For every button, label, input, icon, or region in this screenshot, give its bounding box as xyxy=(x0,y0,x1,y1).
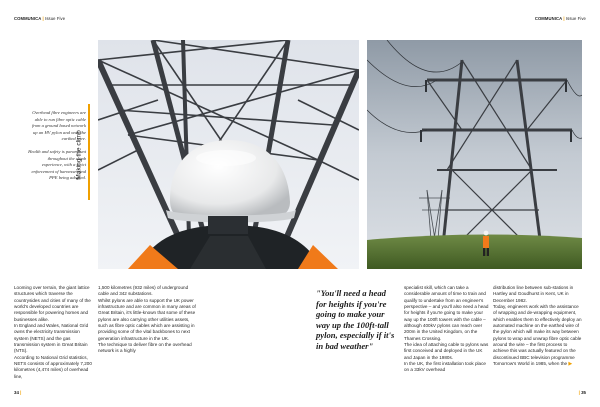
arrow-right-icon: ▶ xyxy=(568,361,573,368)
body-column-4: specialist skill, which can take a considerable amount of time to train and qualify to undertake from an engineer's perspective – and you'll also need a head for heights if you're going to make your way up the 100ft towers with the cable – although 400kV pylons can reach over 200m in the United Kingdom, on the Thames Crossing. The idea of attaching cable to pylons was first conceived and deployed in the UK and Japan in the 1980s. In the UK, the first installation took place on a 33kV overhead xyxy=(404,285,489,373)
body-column-5-text: distribution line between sub-stations in Hartley and Goudhurst in Kent, UK in December 1982. Today, engineers work with the assistance of wrapping and de-wrapping equipment, which enables them to effectively deploy an automated machine on the earthed wire of the pylon which will make its way between pylons to wrap and unwrap fibre optic cable around the wire – the first process to achieve this was actually featured on the discontinued BBC television programme Tomorrow's World in 1985, when the xyxy=(493,285,582,367)
running-header-right: COMMUNICA | Issue Five xyxy=(534,16,586,21)
pull-quote: "You'll need a head for heights if you're going to make your way up the 100ft-tall pylon, especially if it's in bad weather" xyxy=(316,288,395,351)
page-number-left: 34 | xyxy=(14,390,22,395)
caption-paragraph-1: Overhead fibre engineers are able to run fibre optic cable from a ground based network up an HV pylon and onto the earthed wire. xyxy=(31,110,86,142)
section-label: Making the climb xyxy=(75,130,83,180)
pylon-climber-photo xyxy=(98,40,359,269)
page-number-right: | 35 xyxy=(578,390,586,395)
accent-rule xyxy=(88,104,90,200)
caption-paragraph-2: Health and safety is paramount throughout the climb experience, with a strict enforcement of harnesses and PPE being adopted. xyxy=(28,148,86,181)
body-column-1: Looming over terrain, the giant lattice structures which traverse the countrysides and cities of many of the world's developed countries are responsible for powering homes and businesses alike. In England and Wales, National Grid owns the electricity transmission system (NETS) and the gas transmission system in Great Britain (NTS). According to National Grid statistics, NETS consists of approximately 7,200 kilometres (4,474 miles) of overhead line, xyxy=(14,285,92,379)
body-column-5 xyxy=(493,285,583,367)
pylon-field-photo xyxy=(367,40,582,269)
body-column-2: 1,500 kilometres (932 miles) of underground cable and 342 substations. Whilst pylons are able to support the UK power infrastructure and are common in many areas of Great Britain, it's little-known that some of these pylons are also carrying other utilities assets, such as fibre optic cables which are assisting in providing some of the vital backbones to next generation infrastructure in the UK. The technique to deliver fibre on the overhead network is a highly xyxy=(98,285,196,354)
running-header-left: COMMUNICA | Issue Five xyxy=(14,16,66,21)
